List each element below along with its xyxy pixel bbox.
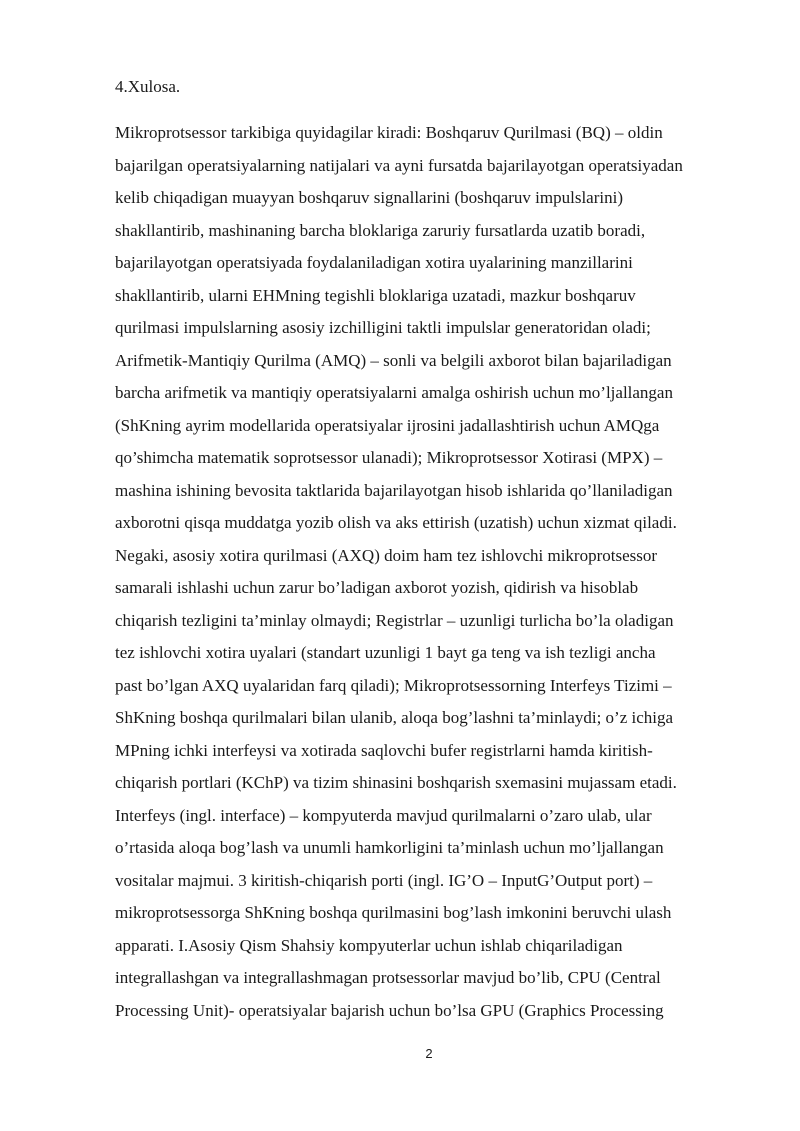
text-line: bajarilgan operatsiyalarning natijalari va ayni fursatda bajarilayotgan operatsiyadan (115, 155, 683, 175)
text-line: apparati. I.Asosiy Qism Shahsiy kompyuterlar uchun ishlab chiqariladigan (115, 935, 623, 955)
text-line: o’rtasida aloqa bog’lash va unumli hamkorligini ta’minlash uchun mo’ljallangan (115, 838, 664, 857)
text-line: (ShKning ayrim modellarida operatsiyalar ijrosini jadallashtirish uchun AMQga (115, 415, 660, 435)
text-line: bajarilayotgan operatsiyada foydalaniladigan xotira uyalarining manzillarini (115, 253, 633, 272)
text-line: ShKning boshqa qurilmalari bilan ulanib, aloqa bog’lashni ta’minlaydi; o’z ichiga (115, 708, 674, 727)
text-line: mikroprotsessorga ShKning boshqa qurilmasini bog’lash imkonini beruvchi ulash (115, 903, 672, 922)
text-line: MPning ichki interfeysi va xotirada saqlovchi bufer registrlarni hamda kiritish- (115, 740, 653, 760)
text-line: tez ishlovchi xotira uyalari (standart uzunligi 1 bayt ga teng va ish tezligi ancha (115, 643, 656, 662)
text-line: integrallashgan va integrallashmagan protsessorlar mavjud bo’lib, CPU (Central (115, 968, 661, 987)
text-line: axborotni qisqa muddatga yozib olish va aks ettirish (uzatish) uchun xizmat qiladi. (115, 513, 677, 532)
text-line: Arifmetik-Mantiqiy Qurilma (AMQ) – sonli va belgili axborot bilan bajariladigan (115, 350, 672, 370)
text-line: chiqarish portlari (KChP) va tizim shinasini boshqarish sxemasini mujassam etadi. (115, 773, 677, 792)
section-heading: 4.Xulosa. (115, 77, 181, 96)
text-line: chiqarish tezligini ta’minlay olmaydi; Registrlar – uzunligi turlicha bo’la oladigan (115, 610, 674, 630)
text-line: qurilmasi impulslarning asosiy izchilligini taktli impulslar generatoridan oladi; (115, 318, 651, 337)
text-line: Negaki, asosiy xotira qurilmasi (AXQ) doim ham tez ishlovchi mikroprotsessor (115, 545, 658, 565)
text-line: kelib chiqadigan muayyan boshqaruv signallarini (boshqaruv impulslarini) (115, 188, 623, 207)
text-line: shakllantirib, ularni EHMning tegishli bloklariga uzatadi, mazkur boshqaruv (115, 285, 636, 305)
text-line: past bo’lgan AXQ uyalaridan farq qiladi); Mikroprotsessorning Interfeys Tizimi – (115, 675, 672, 695)
text-line: vositalar majmui. 3 kiritish-chiqarish porti (ingl. IG’O – InputG’Output port) – (115, 870, 653, 890)
text-line: barcha arifmetik va mantiqiy operatsiyalarni amalga oshirish uchun mo’ljallangan (115, 383, 673, 402)
text-line: qo’shimcha matematik soprotsessor ulanadi); Mikroprotsessor Xotirasi (MPX) – (115, 448, 663, 467)
text-line: Interfeys (ingl. interface) – kompyuterda mavjud qurilmalarni o’zaro ulab, ular (115, 805, 652, 825)
body-paragraph (115, 122, 755, 1032)
text-line: Processing Unit)- operatsiyalar bajarish uchun bo’lsa GPU (Graphics Processing (115, 1000, 664, 1020)
text-line: mashina ishining bevosita taktlarida bajarilayotgan hisob ishlarida qo’llaniladigan (115, 480, 673, 500)
text-line: Mikroprotsessor tarkibiga quyidagilar kiradi: Boshqaruv Qurilmasi (BQ) – oldin (115, 123, 663, 142)
text-line: shakllantirib, mashinaning barcha bloklariga zaruriy fursatlarda uzatib boradi, (115, 220, 646, 240)
page-number: 2 (425, 1046, 433, 1061)
text-line: samarali ishlashi uchun zarur bo’ladigan axborot yozish, qidirish va hisoblab (115, 578, 639, 597)
